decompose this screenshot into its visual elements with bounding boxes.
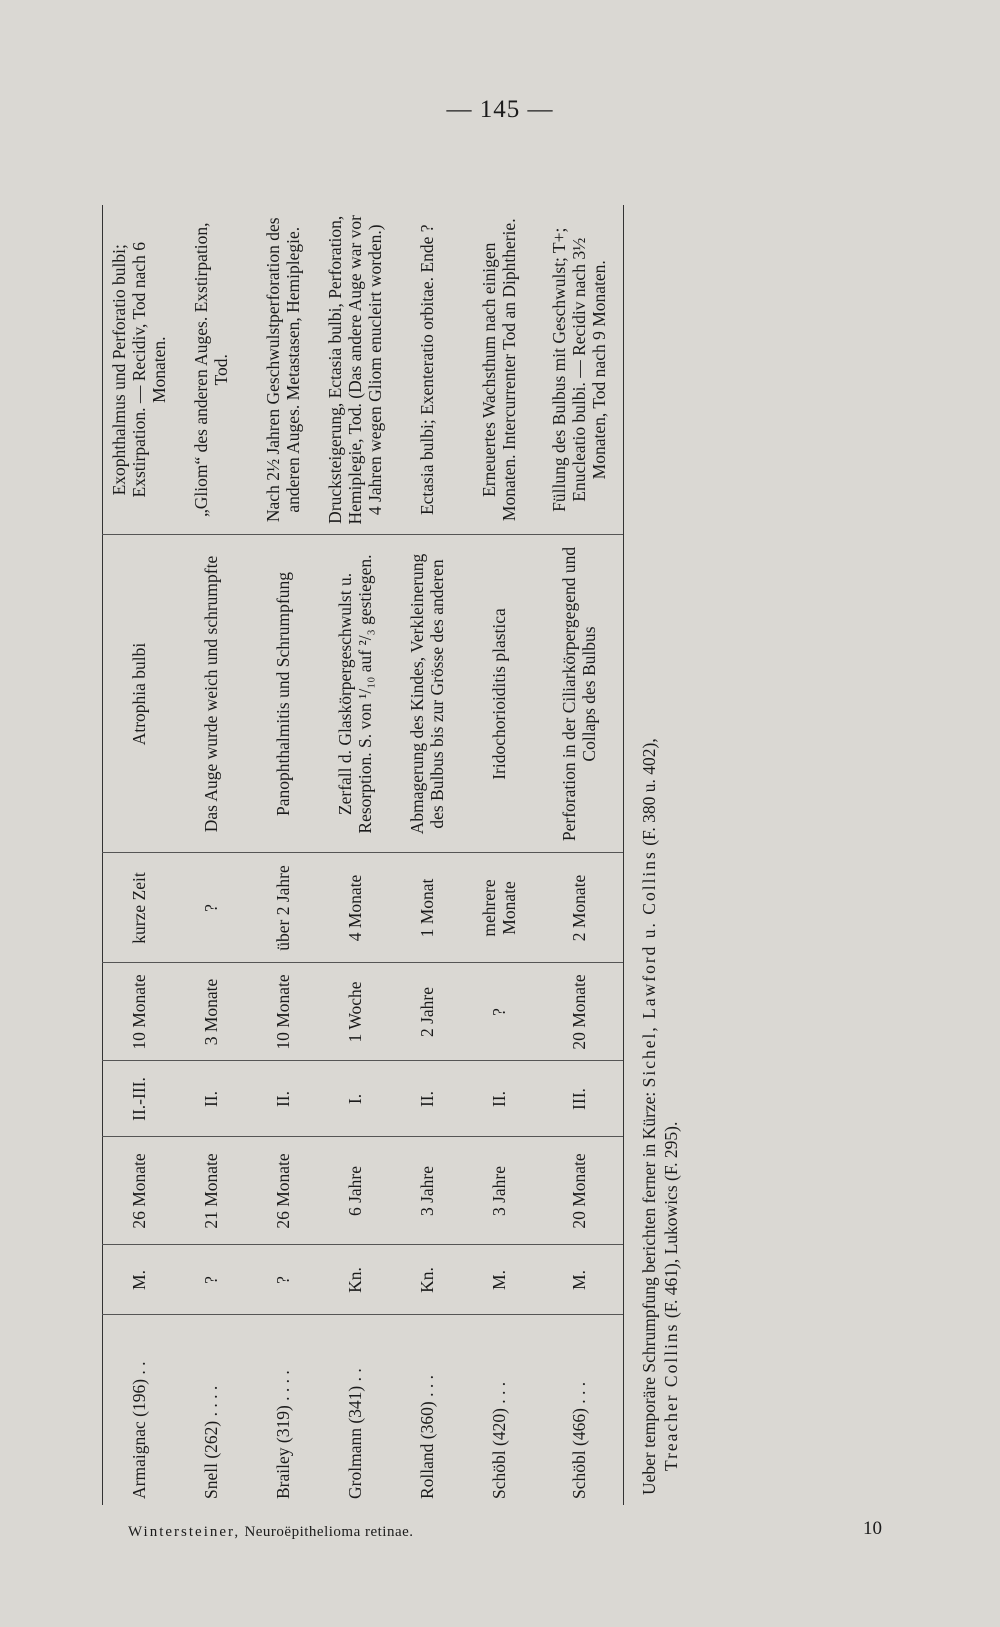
cell-interval: ? (175, 853, 247, 963)
cell-interval: kurze Zeit (103, 853, 176, 963)
signature-mark: 10 (863, 1518, 882, 1539)
cell-outcome: Nach 2½ Jahren Geschwulstperforation des anderen Auges. Metastasen, Hemiplegie. (247, 205, 319, 535)
cell-stage: II. (175, 1061, 247, 1137)
cell-sex: M. (463, 1245, 535, 1315)
cell-age: 6 Jahre (319, 1137, 391, 1245)
cell-course: Abmagerung des Kindes, Verkleinerung des Bulbus bis zur Grösse des anderen (391, 535, 463, 853)
case-table (102, 205, 624, 1505)
note-suffix-1: (F. 380 u. 402), (639, 738, 659, 846)
cell-stage: II. (391, 1061, 463, 1137)
cell-outcome: Drucksteigerung, Ectasia bulbi, Perforation, Hemiplegie, Tod. (Das andere Auge war vor 4 Jahren wegen Gliom enucleirt worden.) (319, 205, 391, 535)
cell-outcome: Ectasia bulbi; Exenteratio orbitae. Ende ? (391, 205, 463, 535)
cell-course: Panophthalmitis und Schrumpfung (247, 535, 319, 853)
note-names-2: Treacher Collins (661, 1322, 681, 1471)
cell-sex: Kn. (391, 1245, 463, 1315)
table-row (103, 205, 176, 1505)
cell-age: 3 Jahre (463, 1137, 535, 1245)
cell-author: Armaignac (196) . . (103, 1315, 176, 1505)
cell-course: Iridochorioiditis plastica (463, 535, 535, 853)
cell-sex: ? (175, 1245, 247, 1315)
cell-duration: 3 Monate (175, 963, 247, 1061)
footnote (638, 205, 682, 1505)
cell-sex: ? (247, 1245, 319, 1315)
cell-sex: M. (103, 1245, 176, 1315)
table-row (247, 205, 319, 1505)
cell-outcome: Füllung des Bulbus mit Geschwulst; T+; Enucleatio bulbi. — Recidiv nach 3½ Monaten, Tod nach 9 Monaten. (535, 205, 624, 535)
cell-course: Perforation in der Ciliarkörpergegend und Collaps des Bulbus (535, 535, 624, 853)
cell-author: Brailey (319) . . . . (247, 1315, 319, 1505)
cell-sex: Kn. (319, 1245, 391, 1315)
note-names-1: Sichel, Lawford u. Collins (639, 850, 659, 1088)
cell-duration: 1 Woche (319, 963, 391, 1061)
cell-interval: mehrere Monate (463, 853, 535, 963)
table-row (535, 205, 624, 1505)
note-suffix-2: (F. 461), Lukowics (F. 295). (661, 1121, 681, 1319)
cell-interval: 4 Monate (319, 853, 391, 963)
table-row (175, 205, 247, 1505)
cell-course: Das Auge wurde weich und schrumpfte (175, 535, 247, 853)
cell-author: Rolland (360) . . . (391, 1315, 463, 1505)
cell-author: Grolmann (341) . . (319, 1315, 391, 1505)
footer-author: Wintersteiner, (128, 1524, 241, 1540)
cell-duration: 20 Monate (535, 963, 624, 1061)
cell-interval: 1 Monat (391, 853, 463, 963)
cell-age: 26 Monate (247, 1137, 319, 1245)
cell-age: 20 Monate (535, 1137, 624, 1245)
cell-duration: ? (463, 963, 535, 1061)
table-row (319, 205, 391, 1505)
table-row (391, 205, 463, 1505)
cell-stage: II. (247, 1061, 319, 1137)
cell-course: Atrophia bulbi (103, 535, 176, 853)
cell-duration: 10 Monate (247, 963, 319, 1061)
cell-author: Schöbl (466) . . . (535, 1315, 624, 1505)
cell-author: Schöbl (420) . . . (463, 1315, 535, 1505)
cell-interval: 2 Monate (535, 853, 624, 963)
cell-stage: III. (535, 1061, 624, 1137)
table-row (463, 205, 535, 1505)
cell-stage: II.-III. (103, 1061, 176, 1137)
cell-duration: 10 Monate (103, 963, 176, 1061)
cell-stage: II. (463, 1061, 535, 1137)
cell-outcome: „Gliom“ des anderen Auges. Exstirpation, Tod. (175, 205, 247, 535)
cell-age: 26 Monate (103, 1137, 176, 1245)
page-number: — 145 — (446, 96, 554, 123)
cell-outcome: Erneuertes Wachsthum nach einigen Monaten. Intercurrenter Tod an Diphtherie. (463, 205, 535, 535)
cell-age: 3 Jahre (391, 1137, 463, 1245)
cell-author: Snell (262) . . . . (175, 1315, 247, 1505)
running-footer (128, 1524, 414, 1541)
cell-outcome: Exophthalmus und Perforatio bulbi; Exstirpation. — Recidiv, Tod nach 6 Monaten. (103, 205, 176, 535)
note-prefix: Ueber temporäre Schrumpfung berichten ferner in Kürze: (639, 1091, 659, 1495)
cell-course: Zerfall d. Glaskörpergeschwulst u. Resorption. S. von ¹/₁₀ auf ²/₃ gestiegen. (319, 535, 391, 853)
footer-title: Neuroëpithelioma retinae. (244, 1524, 414, 1540)
cell-stage: I. (319, 1061, 391, 1137)
rotated-table-block (102, 205, 892, 1505)
cell-interval: über 2 Jahre (247, 853, 319, 963)
cell-age: 21 Monate (175, 1137, 247, 1245)
cell-sex: M. (535, 1245, 624, 1315)
cell-duration: 2 Jahre (391, 963, 463, 1061)
